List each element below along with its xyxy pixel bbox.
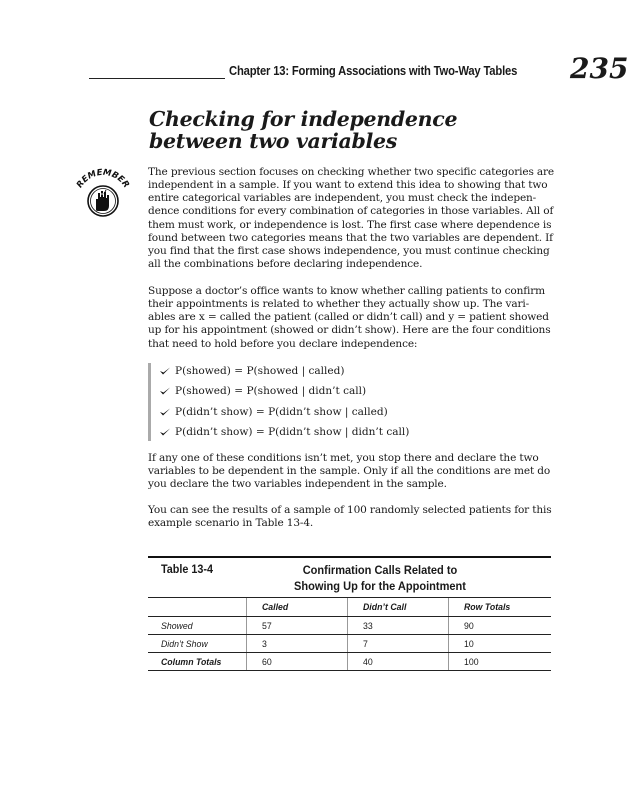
section-title <box>149 108 509 152</box>
header-rule <box>89 78 225 79</box>
table-title-line-1: Confirmation Calls Related to <box>302 563 458 577</box>
table-cell: 57 <box>262 621 272 632</box>
table-title <box>260 562 499 594</box>
text-line: found between two categories means that the two variables are dependent. If <box>148 231 553 244</box>
condition-text: P(showed) = P(showed | called) <box>175 365 345 378</box>
condition-item <box>159 381 409 401</box>
chapter-header-title: Chapter 13: Forming Associations with Two-Way Tables <box>229 64 518 78</box>
paragraph-table-reference <box>148 504 552 530</box>
condition-text: P(didn’t show) = P(didn’t show | called) <box>175 405 388 418</box>
table-caption: Table 13-4 <box>161 562 214 576</box>
text-line: up for his appointment (showed or didn’t show). Here are the four conditions <box>148 324 551 337</box>
table-cell: 40 <box>363 657 373 668</box>
table-bottom-rule <box>148 670 551 671</box>
checkmark-icon <box>159 407 171 417</box>
text-line: If any one of these conditions isn’t met, you stop there and declare the two <box>148 452 539 464</box>
page-number: 235 <box>570 52 629 85</box>
section-title-line-2: between two variables <box>149 129 398 153</box>
checkmark-icon <box>159 366 171 376</box>
conditions-list <box>159 361 409 442</box>
checkmark-icon <box>159 427 171 437</box>
table-header-didnt-call: Didn’t Call <box>363 602 407 613</box>
condition-text: P(showed) = P(showed | didn’t call) <box>175 385 367 398</box>
table-row-label-didnt-show: Didn’t Show <box>161 639 208 650</box>
text-line: The previous section focuses on checking whether two specific categories are <box>148 166 555 178</box>
paragraph-independence-overview <box>148 166 555 271</box>
table-row-label-column-totals: Column Totals <box>161 657 222 668</box>
condition-item <box>159 402 409 422</box>
table-cell: 3 <box>262 639 267 650</box>
text-line: their appointments is related to whether they actually show up. The vari- <box>148 298 529 311</box>
text-line: variables to be dependent in the sample. Only if all the conditions are met do <box>148 465 551 478</box>
text-line: all the combinations before declaring independence. <box>148 258 423 271</box>
paragraph-doctor-example <box>148 285 552 351</box>
table-header-row-totals: Row Totals <box>464 602 511 613</box>
paragraph-dependence-rule <box>148 452 552 491</box>
table-cell: 60 <box>262 657 272 668</box>
text-line: You can see the results of a sample of 100 randomly selected patients for this <box>148 504 552 516</box>
condition-text: P(didn’t show) = P(didn’t show | didn’t call) <box>175 426 410 439</box>
remember-icon <box>70 164 136 230</box>
section-title-line-1: Checking for independence <box>149 107 458 131</box>
table-cell: 10 <box>464 639 474 650</box>
table-cell: 7 <box>363 639 368 650</box>
text-line: you declare the two variables independent in the sample. <box>148 478 447 491</box>
table-rule <box>148 616 551 617</box>
table-cell: 100 <box>464 657 479 668</box>
table-cell: 90 <box>464 621 474 632</box>
table-rule <box>148 634 551 635</box>
text-line: Suppose a doctor’s office wants to know whether calling patients to confirm <box>148 285 545 297</box>
table-title-line-2: Showing Up for the Appointment <box>294 579 466 593</box>
text-line: that need to hold before you declare independence: <box>148 337 418 350</box>
text-line: ables are x = called the patient (called or didn’t call) and y = patient showed <box>148 311 549 324</box>
table-header-called: Called <box>262 602 289 613</box>
text-line: entire categorical variables are independent, you must check the indepen- <box>148 192 537 205</box>
text-line: independent in a sample. If you want to extend this idea to showing that two <box>148 179 548 192</box>
conditions-side-bar <box>148 363 151 441</box>
text-line: dence conditions for every combination of categories in those variables. All of <box>148 205 554 218</box>
table-cell: 33 <box>363 621 373 632</box>
table-row-label-showed: Showed <box>161 621 193 632</box>
condition-item <box>159 422 409 442</box>
text-line: example scenario in Table 13-4. <box>148 517 314 530</box>
remember-icon-label: REMEMBER <box>74 167 132 190</box>
checkmark-icon <box>159 386 171 396</box>
table-rule <box>148 652 551 653</box>
table-header-rule <box>148 597 551 598</box>
table-top-rule <box>148 556 551 558</box>
text-line: them must work, or independence is lost. The first case where dependence is <box>148 218 552 231</box>
text-line: you find that the first case shows independence, you must continue checking <box>148 244 550 257</box>
condition-item <box>159 361 409 381</box>
